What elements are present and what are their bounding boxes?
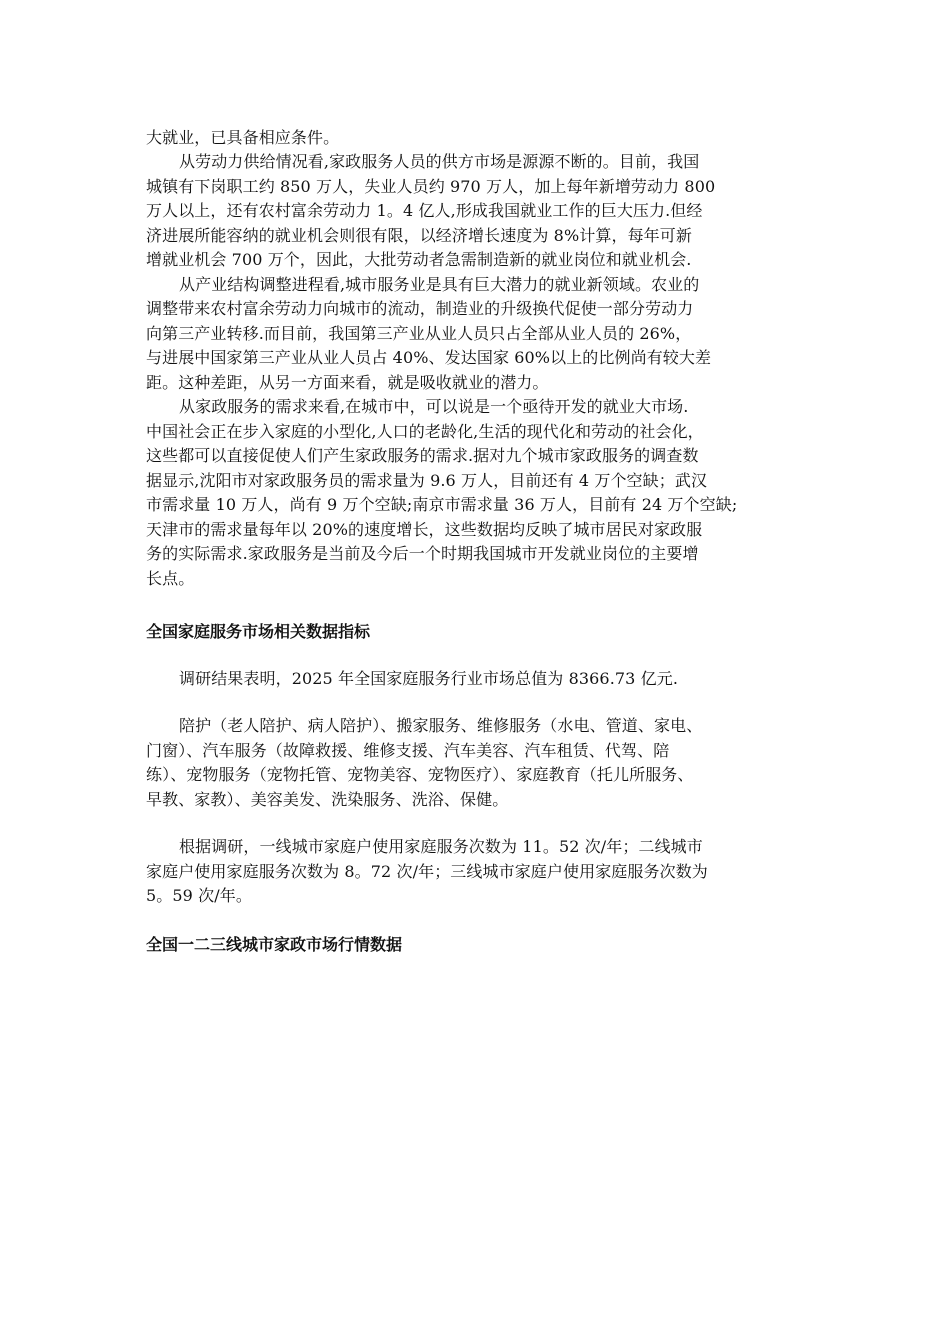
paragraph-1-line: 万人以上，还有农村富余劳动力 1。4 亿人,形成我国就业工作的巨大压力.但经 xyxy=(146,201,703,220)
paragraph-3-line: 中国社会正在步入家庭的小型化,人口的老龄化,生活的现代化和劳动的社会化， xyxy=(146,422,704,441)
paragraph-5-line: 早教、家教）、美容美发、洗染服务、洗浴、保健。 xyxy=(146,790,509,809)
paragraph-0-line: 大就业，已具备相应条件。 xyxy=(146,128,340,147)
paragraph-2-line: 距。这种差距，从另一方面来看，就是吸收就业的潜力。 xyxy=(146,373,549,392)
paragraph-2-line: 从产业结构调整进程看,城市服务业是具有巨大潜力的就业新领域。农业的 xyxy=(179,275,700,294)
paragraph-6-line: 家庭户使用家庭服务次数为 8。72 次/年；三线城市家庭户使用家庭服务次数为 xyxy=(146,862,708,881)
paragraph-6-line: 根据调研，一线城市家庭户使用家庭服务次数为 11。52 次/年；二线城市 xyxy=(179,837,703,856)
section-heading: 全国一二三线城市家政市场行情数据 xyxy=(146,935,403,954)
paragraph-2-line: 向第三产业转移.而目前，我国第三产业从业人员只占全部从业人员的 26%， xyxy=(146,324,692,343)
paragraph-1-line: 从劳动力供给情况看,家政服务人员的供方市场是源源不断的。目前，我国 xyxy=(179,152,700,171)
paragraph-2-line: 与进展中国家第三产业从业人员占 40%、发达国家 60%以上的比例尚有较大差 xyxy=(146,348,712,367)
paragraph-5-line: 门窗）、汽车服务（故障救援、维修支援、汽车美容、汽车租赁、代驾、陪 xyxy=(146,741,670,760)
paragraph-3-line: 这些都可以直接促使人们产生家政服务的需求.据对九个城市家政服务的调查数 xyxy=(146,446,699,465)
section-heading: 全国家庭服务市场相关数据指标 xyxy=(146,622,371,641)
paragraph-3-line: 据显示,沈阳市对家政服务员的需求量为 9.6 万人，目前还有 4 万个空缺；武汉 xyxy=(146,471,708,490)
paragraph-1-line: 城镇有下岗职工约 850 万人，失业人员约 970 万人，加上每年新增劳动力 800 xyxy=(146,177,716,196)
paragraph-6-line: 5。59 次/年。 xyxy=(146,886,252,905)
paragraph-5-line: 陪护（老人陪护、病人陪护）、搬家服务、维修服务（水电、管道、家电、 xyxy=(179,716,703,735)
paragraph-1-line: 增就业机会 700 万个，因此，大批劳动者急需制造新的就业岗位和就业机会. xyxy=(146,250,692,269)
paragraph-5-line: 练）、宠物服务（宠物托管、宠物美容、宠物医疗）、家庭教育（托儿所服务、 xyxy=(146,765,694,784)
paragraph-3-line: 市需求量 10 万人，尚有 9 万个空缺;南京市需求量 36 万人，目前有 24 万个空缺; xyxy=(146,495,738,514)
paragraph-3-line: 天津市的需求量每年以 20%的速度增长，这些数据均反映了城市居民对家政服 xyxy=(146,520,703,539)
paragraph-4-line: 调研结果表明，2025 年全国家庭服务行业市场总值为 8366.73 亿元. xyxy=(179,669,679,688)
paragraph-3-line: 长点。 xyxy=(146,569,195,588)
paragraph-3-line: 务的实际需求.家政服务是当前及今后一个时期我国城市开发就业岗位的主要增 xyxy=(146,544,699,563)
paragraph-1-line: 济进展所能容纳的就业机会则很有限，以经济增长速度为 8%计算，每年可新 xyxy=(146,226,692,245)
paragraph-2-line: 调整带来农村富余劳动力向城市的流动，制造业的升级换代促使一部分劳动力 xyxy=(146,299,694,318)
paragraph-3-line: 从家政服务的需求来看,在城市中，可以说是一个亟待开发的就业大市场. xyxy=(179,397,689,416)
